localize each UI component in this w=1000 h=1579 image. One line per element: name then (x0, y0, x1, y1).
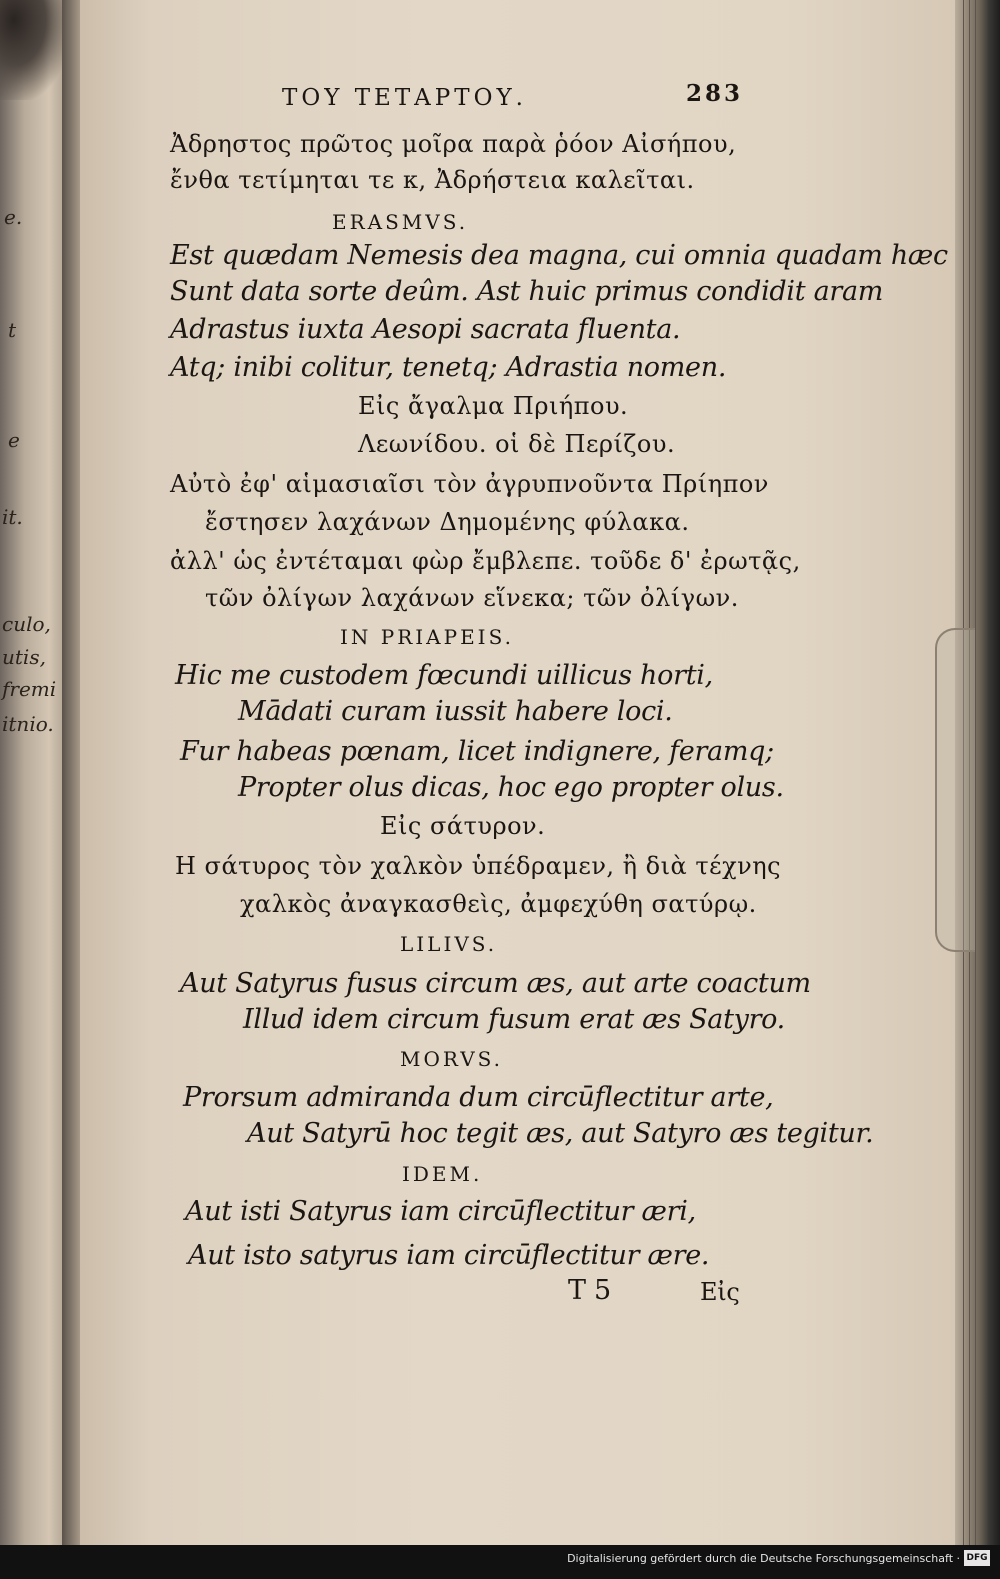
text-line: χαλκὸς ἀναγκασθεὶς, ἀμφεχύθη σατύρῳ. (240, 890, 757, 918)
section-heading: LILIVS. (400, 932, 498, 956)
text-line: ἔνθα τετίμηται τε κ, Ἀδρήστεια καλεῖται. (170, 166, 695, 194)
digitization-credit: Digitalisierung gefördert durch die Deutsche Forschungsgemeinschaft · (567, 1552, 960, 1565)
margin-fragment: itnio. (2, 712, 54, 736)
text-line: Propter olus dicas, hoc ego propter olus. (238, 772, 784, 803)
text-line: Atq; inibi colitur, tenetq; Adrastia nomen. (170, 352, 727, 383)
section-heading: ERASMVS. (332, 210, 469, 234)
text-line: Αὐτὸ ἐφ' αἱμασιαῖσι τὸν ἀγρυπνοῦντα Πρίηπον (170, 470, 769, 498)
margin-fragment: it. (2, 505, 23, 529)
text-line: Λεωνίδου. οἱ δὲ Περίζου. (358, 430, 676, 458)
section-heading: IDEM. (402, 1162, 483, 1186)
dfg-logo: DFG (964, 1550, 990, 1566)
margin-fragment: t (8, 318, 17, 342)
margin-fragment: e. (4, 205, 23, 229)
adjacent-page-edge (0, 0, 70, 1545)
text-line: ἔστησεν λαχάνων Δημομένης φύλακα. (205, 508, 690, 536)
catchword: Εἰς (700, 1278, 740, 1306)
running-head: ΤΟΥ ΤΕΤΑΡΤΟΥ. (282, 85, 527, 111)
text-line: Ἀδρηστος πρῶτος μοῖρα παρὰ ῥόον Αἰσήπου, (170, 130, 737, 158)
binding-shadow (0, 0, 70, 100)
text-line: Aut Satyrus fusus circum æs, aut arte coactum (180, 968, 811, 999)
margin-fragment: culo, (2, 612, 51, 636)
text-line: Prorsum admiranda dum circūflectitur arte, (183, 1082, 774, 1113)
margin-fragment: e (8, 428, 20, 452)
text-line: Hic me custodem fœcundi uillicus horti, (175, 660, 713, 691)
text-line: Aut Satyrū hoc tegit æs, aut Satyro æs tegitur. (247, 1118, 874, 1149)
text-line: Fur habeas pœnam, licet indignere, feramq; (180, 736, 774, 767)
section-heading: MORVS. (400, 1047, 504, 1071)
text-line: τῶν ὀλίγων λαχάνων εἵνεκα; τῶν ὀλίγων. (205, 584, 739, 612)
text-line: Est quædam Nemesis dea magna, cui omnia quadam hæc (170, 240, 948, 271)
text-line: Εἰς ἄγαλμα Πριήπου. (358, 392, 629, 420)
text-line: Εἰς σάτυρον. (380, 812, 546, 840)
text-line: Aut isti Satyrus iam circūflectitur æri, (185, 1196, 696, 1227)
margin-fragment: fremi (2, 677, 57, 701)
text-line: Mādati curam iussit habere loci. (238, 696, 673, 727)
text-line: Illud idem circum fusum erat æs Satyro. (243, 1004, 785, 1035)
text-line: Η σάτυρος τὸν χαλκὸν ὑπέδραμεν, ἢ διὰ τέχνης (175, 852, 782, 880)
text-line: ἀλλ' ὡς ἐντέταμαι φὼρ ἔμβλεπε. τοῦδε δ' ἐρωτᾷς, (170, 547, 801, 575)
text-line: Sunt data sorte deûm. Ast huic primus condidit aram (170, 276, 884, 307)
section-heading: IN PRIAPEIS. (340, 625, 514, 649)
text-line: Adrastus iuxta Aesopi sacrata fluenta. (170, 314, 681, 345)
signature-mark: T 5 (568, 1275, 611, 1306)
book-clasp-loop (935, 628, 975, 952)
text-line: Aut isto satyrus iam circūflectitur ære. (188, 1240, 710, 1271)
folio-number: 283 (686, 80, 744, 107)
margin-fragment: utis, (2, 645, 46, 669)
